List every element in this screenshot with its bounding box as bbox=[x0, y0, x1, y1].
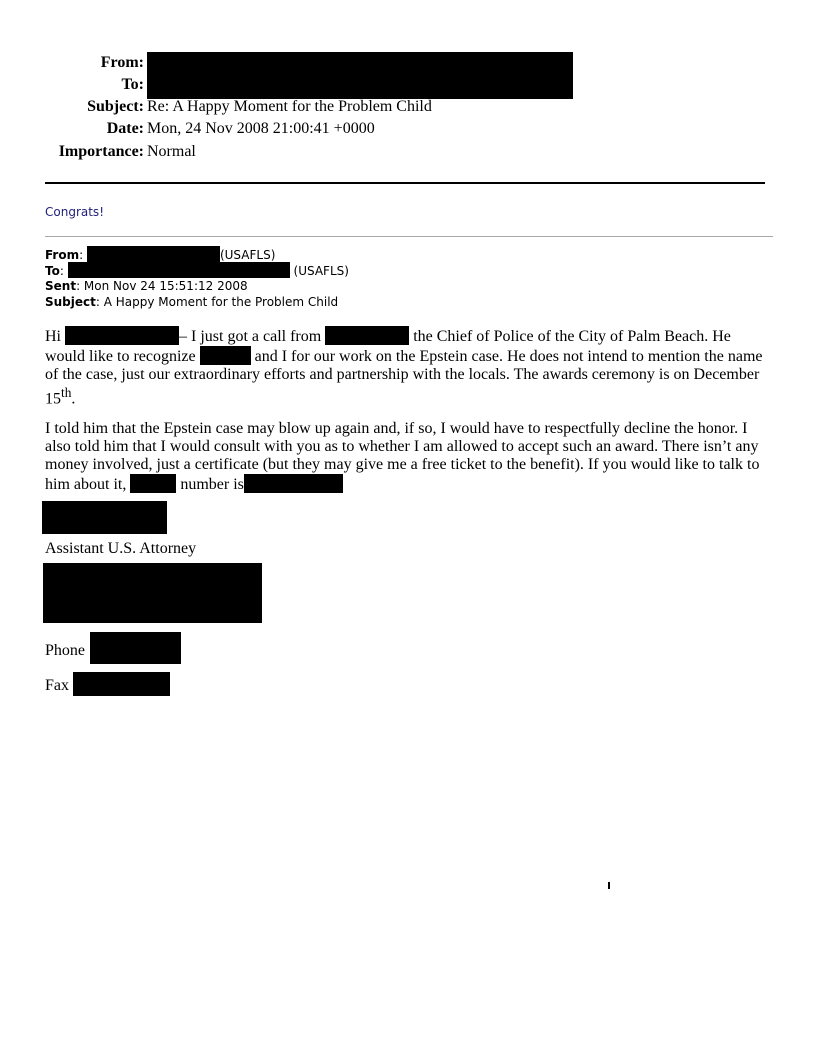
message-paragraph-1 bbox=[45, 326, 767, 408]
forward-from-suffix: (USAFLS) bbox=[219, 248, 276, 262]
header-from-row bbox=[40, 52, 144, 74]
message-paragraph-2 bbox=[45, 420, 767, 494]
redacted-name-2 bbox=[130, 474, 176, 493]
header-date-label: Date: bbox=[106, 120, 144, 137]
redacted-forward-recipient bbox=[68, 262, 290, 278]
redacted-phone bbox=[90, 632, 181, 664]
body-p1-part-d: and I for our work on the Epstein case. He does not intend to mention the name of the case, just our extraordinary efforts and partnership with the locals. The awards ceremony is on December 15 bbox=[45, 348, 763, 408]
reply-text: Congrats! bbox=[45, 205, 104, 219]
header-subject-label: Subject: bbox=[87, 98, 144, 115]
redacted-fax bbox=[73, 672, 170, 696]
forward-sent-label: Sent bbox=[45, 279, 77, 293]
redacted-chief-name bbox=[325, 326, 409, 345]
redacted-header-recipients bbox=[147, 52, 573, 99]
header-from-label: From: bbox=[100, 54, 144, 71]
body-p2-part-a: I told him that the Epstein case may blow up again and, if so, I would have to respectfully decline the honor. I also told him that I would consult with you as to whether I am allowed to accept such an award. There isn’t any money involved, just a certificate (but they may give me a free ticket to the benefit). If you would like to talk to him about it, bbox=[45, 420, 760, 493]
forward-to-label: To bbox=[45, 264, 60, 278]
forward-to-row: To: (USAFLS) bbox=[45, 264, 349, 278]
redacted-colleague-name bbox=[200, 346, 251, 365]
signature-fax-label: Fax bbox=[45, 677, 69, 694]
redacted-phone-number bbox=[244, 474, 343, 493]
header-importance-label: Importance: bbox=[58, 143, 144, 160]
header-subject-value: Re: A Happy Moment for the Problem Child bbox=[147, 98, 432, 115]
forward-subject-row: Subject: A Happy Moment for the Problem Child bbox=[45, 295, 339, 309]
redacted-forward-sender bbox=[87, 246, 220, 262]
signature-title: Assistant U.S. Attorney bbox=[45, 540, 197, 557]
body-p2-part-b: number is bbox=[176, 476, 244, 493]
header-importance-row bbox=[40, 141, 196, 163]
header-importance-value: Normal bbox=[147, 143, 196, 160]
header-date-row bbox=[40, 118, 375, 140]
redacted-recipient-name bbox=[65, 326, 179, 345]
forward-sent-row: Sent: Mon Nov 24 15:51:12 2008 bbox=[45, 279, 248, 293]
body-p1-part-b: – I just got a call from bbox=[179, 328, 326, 345]
header-divider bbox=[45, 182, 765, 184]
body-p1-end: . bbox=[71, 390, 76, 408]
forward-from-row: From: (USAFLS) bbox=[45, 248, 276, 262]
header-date-value: Mon, 24 Nov 2008 21:00:41 +0000 bbox=[147, 120, 375, 137]
stray-mark bbox=[608, 882, 610, 889]
signature-phone-label: Phone bbox=[45, 642, 85, 659]
body-p1-greeting: Hi bbox=[45, 328, 65, 345]
forward-divider bbox=[45, 236, 773, 237]
forward-subject-label: Subject bbox=[45, 295, 96, 309]
header-to-row bbox=[40, 74, 144, 96]
forward-subject-value: A Happy Moment for the Problem Child bbox=[103, 295, 339, 309]
forward-to-suffix: (USAFLS) bbox=[293, 264, 349, 278]
header-to-label: To: bbox=[121, 76, 144, 93]
redacted-signature-address bbox=[43, 563, 262, 623]
body-p1-part-c: the Chief of Police of the City of Palm Beach. He would like to recognize bbox=[45, 328, 731, 365]
forward-from-label: From bbox=[45, 248, 80, 262]
header-subject-row bbox=[40, 96, 432, 118]
forward-sent-value: Mon Nov 24 15:51:12 2008 bbox=[83, 279, 248, 293]
body-p1-superscript: th bbox=[61, 385, 72, 400]
redacted-signature-name bbox=[42, 501, 167, 534]
